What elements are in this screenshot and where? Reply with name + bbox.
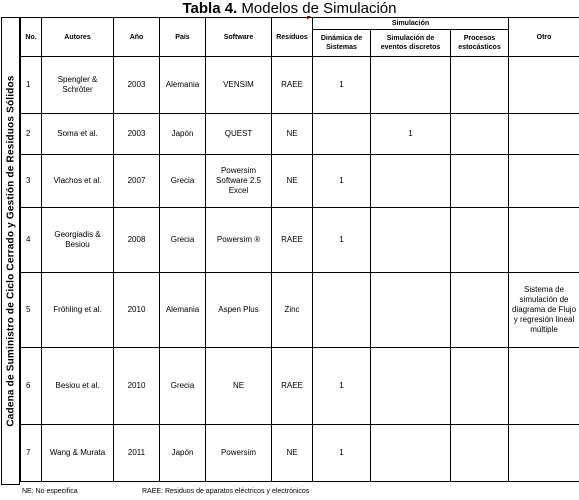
cell-residuos: Zinc xyxy=(272,273,313,348)
header-pais: País xyxy=(160,18,206,57)
cell-residuos: RAEE xyxy=(272,348,313,425)
cell-pais: Japón xyxy=(160,114,206,155)
note-raee: RAEE: Residuos de aparatos eléctricos y electrónicos xyxy=(142,488,310,495)
header-no: No. xyxy=(21,18,42,57)
cell-eventos xyxy=(371,425,451,482)
cell-procesos xyxy=(451,425,509,482)
header-dinamica: Dinámica de Sistemas xyxy=(313,30,371,57)
cell-pais: Japón xyxy=(160,425,206,482)
cell-software: Aspen Plus xyxy=(206,273,272,348)
cell-software: Powersim ® xyxy=(206,208,272,273)
table-row xyxy=(21,155,579,208)
cell-residuos: NE xyxy=(272,155,313,208)
table-row xyxy=(21,348,579,425)
cell-no: 5 xyxy=(21,273,42,348)
cell-no: 1 xyxy=(21,57,42,114)
cell-dinamica: 1 xyxy=(313,208,371,273)
header-residuos: Residuos xyxy=(272,18,313,57)
table-row xyxy=(21,208,579,273)
cell-anio: 2003 xyxy=(114,57,160,114)
cell-dinamica: 1 xyxy=(313,155,371,208)
cell-eventos xyxy=(371,155,451,208)
cell-otro xyxy=(509,114,579,155)
side-category-label xyxy=(1,17,20,485)
header-eventos: Simulación de eventos discretos xyxy=(371,30,451,57)
cell-residuos: NE xyxy=(272,425,313,482)
cell-no: 2 xyxy=(21,114,42,155)
table-row xyxy=(21,57,579,114)
table-row xyxy=(21,114,579,155)
table-number: Tabla 4. xyxy=(182,0,238,17)
header-procesos: Procesos estocásticos xyxy=(451,30,509,57)
header-software: Software xyxy=(206,18,272,57)
cell-residuos: NE xyxy=(272,114,313,155)
simulation-models-table xyxy=(20,17,579,482)
cell-autores: Wang & Murata xyxy=(42,425,114,482)
cell-software: QUEST xyxy=(206,114,272,155)
cell-eventos xyxy=(371,208,451,273)
header-simulacion: Simulación xyxy=(313,18,509,30)
cell-eventos xyxy=(371,57,451,114)
cell-eventos: 1 xyxy=(371,114,451,155)
cell-anio: 2007 xyxy=(114,155,160,208)
table-title xyxy=(0,0,579,17)
header-otro: Otro xyxy=(509,18,579,57)
cell-no: 4 xyxy=(21,208,42,273)
cell-software: VENSIM xyxy=(206,57,272,114)
cell-autores: Spengler & Schröter xyxy=(42,57,114,114)
cell-pais: Alemania xyxy=(160,273,206,348)
cell-pais: Alemania xyxy=(160,57,206,114)
cell-eventos xyxy=(371,273,451,348)
cell-pais: Grecia xyxy=(160,208,206,273)
cell-otro xyxy=(509,57,579,114)
cell-pais: Grecia xyxy=(160,155,206,208)
cell-dinamica: 1 xyxy=(313,348,371,425)
cell-residuos: RAEE xyxy=(272,208,313,273)
cell-software: NE xyxy=(206,348,272,425)
cell-no: 3 xyxy=(21,155,42,208)
cell-procesos xyxy=(451,273,509,348)
cell-autores: Soma et al. xyxy=(42,114,114,155)
cell-procesos xyxy=(451,155,509,208)
cell-otro xyxy=(509,425,579,482)
cell-otro xyxy=(509,208,579,273)
cell-dinamica xyxy=(313,114,371,155)
cell-dinamica: 1 xyxy=(313,57,371,114)
cell-anio: 2010 xyxy=(114,273,160,348)
cell-otro: Sistema de simulación de diagrama de Flujo y regresión lineal múltiple xyxy=(509,273,579,348)
header-anio: Año xyxy=(114,18,160,57)
cell-anio: 2011 xyxy=(114,425,160,482)
header-autores: Autores xyxy=(42,18,114,57)
cell-autores: Vlachos et al. xyxy=(42,155,114,208)
table-notes xyxy=(22,487,310,497)
cell-otro xyxy=(509,155,579,208)
cell-software: Powersim Software 2.5 Excel xyxy=(206,155,272,208)
cell-no: 7 xyxy=(21,425,42,482)
note-ne: NE: No especifica xyxy=(22,488,78,495)
cell-procesos xyxy=(451,208,509,273)
cell-pais: Grecia xyxy=(160,348,206,425)
cell-anio: 2010 xyxy=(114,348,160,425)
table-caption: Modelos de Simulación xyxy=(237,0,397,17)
cell-autores: Fröhling et al. xyxy=(42,273,114,348)
cell-anio: 2008 xyxy=(114,208,160,273)
table-row xyxy=(21,273,579,348)
cell-procesos xyxy=(451,114,509,155)
cell-eventos xyxy=(371,348,451,425)
cell-otro xyxy=(509,348,579,425)
table-row xyxy=(21,425,579,482)
cell-software: Powersim xyxy=(206,425,272,482)
cell-dinamica: 1 xyxy=(313,425,371,482)
side-label-text: Cadena de Suministro de Ciclo Cerrado y Gestión de Residuos Sólidos xyxy=(5,75,16,427)
cell-autores: Besiou et al. xyxy=(42,348,114,425)
cell-anio: 2003 xyxy=(114,114,160,155)
cell-autores: Georgiadis & Besiou xyxy=(42,208,114,273)
cell-procesos xyxy=(451,348,509,425)
cell-no: 6 xyxy=(21,348,42,425)
cell-procesos xyxy=(451,57,509,114)
cell-dinamica xyxy=(313,273,371,348)
cell-residuos: RAEE xyxy=(272,57,313,114)
